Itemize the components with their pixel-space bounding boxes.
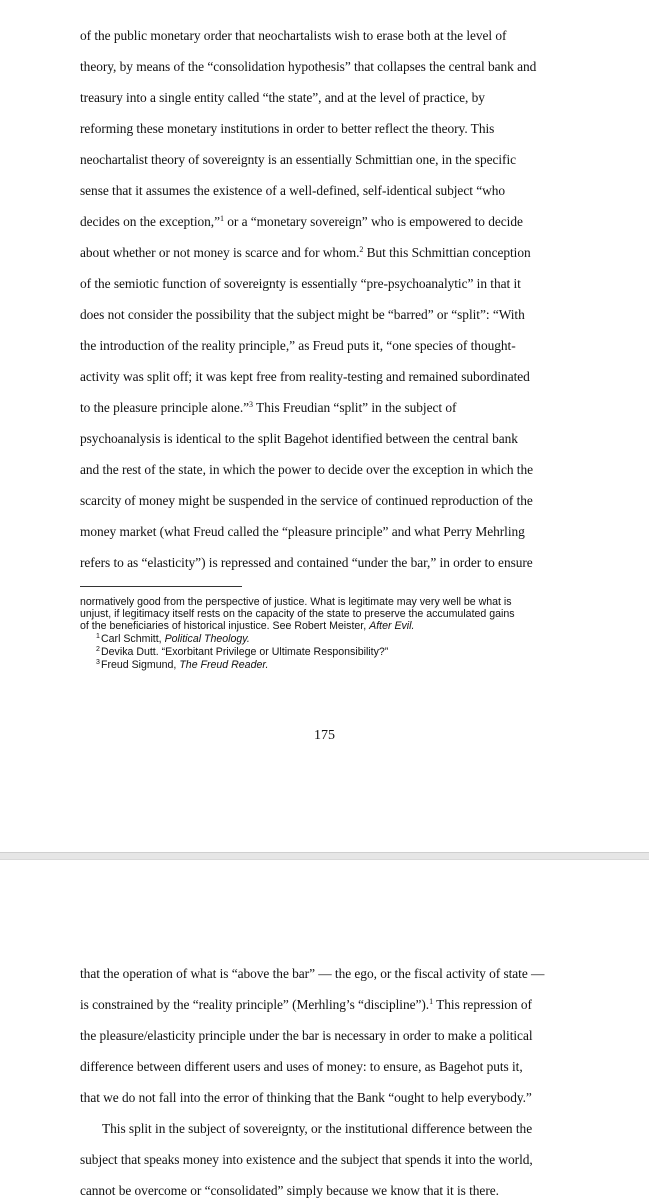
- body-line: reforming these monetary institutions in order to better reflect the theory. This: [80, 121, 495, 136]
- footnote-ref[interactable]: 2: [359, 245, 364, 254]
- footnote-title: The Freud Reader.: [179, 659, 269, 671]
- line-text: or a “monetary sovereign” who is empowered to decide: [223, 214, 523, 229]
- body-line: difference between different users and uses of money: to ensure, as Bagehot puts it,: [80, 1059, 523, 1074]
- body-line: [80, 997, 532, 1013]
- body-line: of the semiotic function of sovereignty is essentially “pre-psychoanalytic” in that it: [80, 276, 521, 291]
- body-line: sense that it assumes the existence of a well-defined, self-identical subject “who: [80, 183, 505, 198]
- body-line: cannot be overcome or “consolidated” simply because we know that it is there.: [80, 1183, 499, 1198]
- body-line: scarcity of money might be suspended in the service of continued reproduction of the: [80, 493, 533, 508]
- line-text: This Freudian “split” in the subject of: [252, 400, 457, 415]
- page-separator: [0, 852, 649, 860]
- footnote-text: Carl Schmitt,: [101, 633, 165, 645]
- body-line: and the rest of the state, in which the power to decide over the exception in which the: [80, 462, 534, 477]
- footnote-ref[interactable]: 1: [429, 997, 434, 1006]
- body-line: psychoanalysis is identical to the split Bagehot identified between the central bank: [80, 431, 518, 446]
- footnote-continued-line: unjust, if legitimacy itself rests on the capacity of the state to preserve the accumulated gains: [80, 608, 515, 620]
- body-line: refers to as “elasticity”) is repressed and contained “under the bar,” in order to ensure: [80, 555, 533, 570]
- body-line: This split in the subject of sovereignty, or the institutional difference between the: [102, 1121, 533, 1136]
- line-text: to the pleasure principle alone.”: [80, 400, 250, 415]
- body-line: [80, 245, 531, 261]
- footnote-text: Freud Sigmund,: [101, 659, 180, 671]
- body-line: the pleasure/elasticity principle under the bar is necessary in order to make a political: [80, 1028, 533, 1043]
- page-176: [0, 860, 649, 1199]
- body-line: theory, by means of the “consolidation hypothesis” that collapses the central bank and: [80, 59, 537, 74]
- footnote-continued-line: normatively good from the perspective of justice. What is legitimate may very well be what is: [80, 596, 512, 608]
- footnote-continued-line: [80, 620, 414, 632]
- footnote-1: [96, 633, 250, 645]
- body-line: that the operation of what is “above the bar” — the ego, or the fiscal activity of state —: [80, 966, 545, 981]
- line-text: about whether or not money is scarce and for whom.: [80, 245, 360, 260]
- footnote-text: of the beneficiaries of historical injustice. See Robert Meister,: [80, 620, 370, 632]
- footnote-mark: 3: [96, 659, 100, 666]
- line-text: But this Schmittian conception: [363, 245, 531, 260]
- body-line: activity was split off; it was kept free from reality-testing and remained subordinated: [80, 369, 530, 384]
- body-line: treasury into a single entity called “the state”, and at the level of practice, by: [80, 90, 485, 105]
- footnote-ref[interactable]: 3: [249, 400, 253, 409]
- line-text: decides on the exception,”: [80, 214, 220, 229]
- body-line: [80, 400, 456, 416]
- footnote-mark: 1: [96, 633, 100, 640]
- footnote-title: Political Theology.: [164, 633, 250, 645]
- line-text: This repression of: [433, 997, 532, 1012]
- body-line: subject that speaks money into existence and the subject that spends it into the world,: [80, 1152, 533, 1167]
- footnote-2: [96, 646, 389, 658]
- page-number: 175: [314, 728, 335, 743]
- footnote-text: Devika Dutt. “Exorbitant Privilege or Ultimate Responsibility?”: [101, 646, 389, 658]
- body-line: [80, 214, 523, 230]
- body-line: that we do not fall into the error of thinking that the Bank “ought to help everybody.”: [80, 1090, 532, 1105]
- body-line: of the public monetary order that neochartalists wish to erase both at the level of: [80, 28, 507, 43]
- line-text: is constrained by the “reality principle” (Merhling’s “discipline”).: [80, 997, 430, 1012]
- body-line: neochartalist theory of sovereignty is an essentially Schmittian one, in the specific: [80, 152, 517, 167]
- footnote-title: After Evil.: [369, 620, 415, 632]
- footnote-ref[interactable]: 1: [220, 214, 224, 223]
- footnote-separator: [80, 586, 242, 587]
- body-line: the introduction of the reality principle,” as Freud puts it, “one species of thought-: [80, 338, 516, 353]
- body-line: money market (what Freud called the “pleasure principle” and what Perry Mehrling: [80, 524, 525, 539]
- footnote-mark: 2: [96, 646, 100, 653]
- footnote-3: [96, 659, 269, 671]
- body-line: does not consider the possibility that the subject might be “barred” or “split”: “With: [80, 307, 525, 322]
